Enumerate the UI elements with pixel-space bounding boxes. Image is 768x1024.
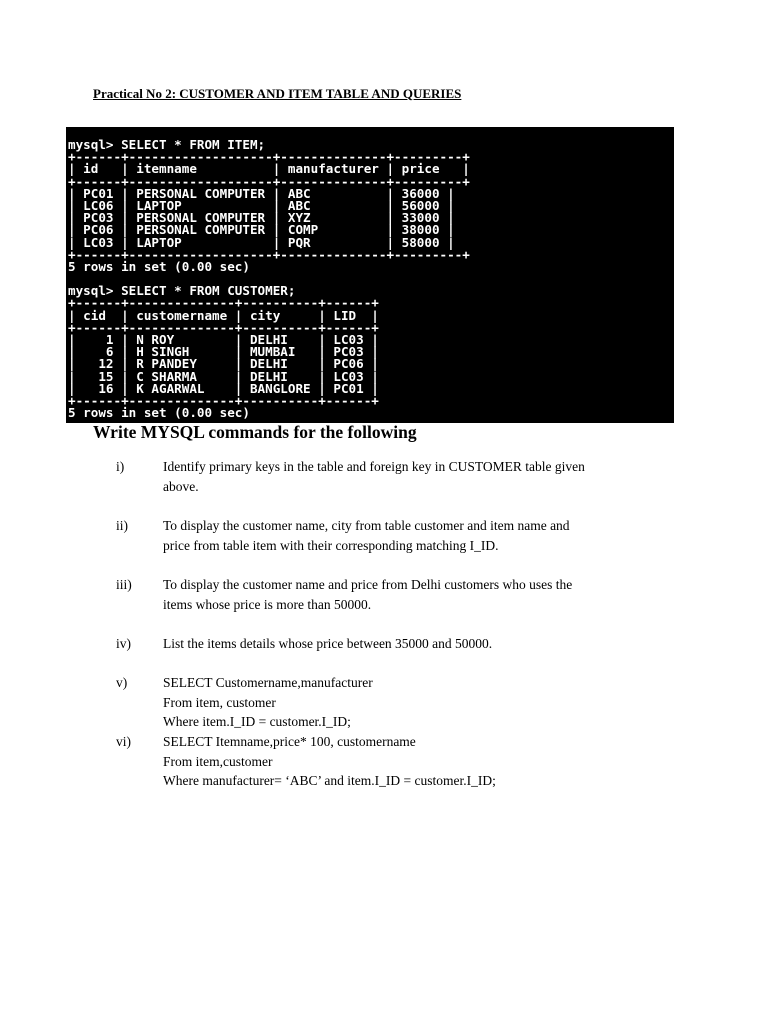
- terminal-line: +------+-------------------+--------------+---------+: [68, 246, 470, 262]
- question-text: [163, 732, 668, 791]
- question-text: [163, 575, 668, 614]
- terminal-line: | 1 | N ROY | DELHI | LC03 |: [68, 332, 379, 347]
- question-line: To display the customer name and price from Delhi customers who uses the: [163, 577, 573, 592]
- question-number: iv): [116, 636, 131, 651]
- question-line: SELECT Itemname,price* 100, customername: [163, 734, 416, 749]
- terminal-line: mysql> SELECT * FROM CUSTOMER;: [68, 283, 296, 299]
- terminal-line: | cid | customername | city | LID |: [68, 307, 379, 323]
- terminal-line: | LC06 | LAPTOP | ABC | 56000 |: [68, 197, 455, 213]
- question-number: iii): [116, 577, 132, 592]
- terminal-line: 5 rows in set (0.00 sec): [68, 405, 250, 421]
- terminal-line: | PC03 | PERSONAL COMPUTER | XYZ | 33000 |: [68, 210, 455, 226]
- terminal-output: [68, 139, 674, 419]
- terminal-line: +------+--------------+----------+------+: [68, 392, 379, 408]
- terminal-line: | id | itemname | manufacturer | price |: [68, 161, 470, 177]
- question-line: From item,customer: [163, 753, 273, 769]
- question-line: price from table item with their corresponding matching I_ID.: [163, 537, 499, 553]
- question-line: Identify primary keys in the table and foreign key in CUSTOMER table given: [163, 459, 585, 474]
- question-text: [163, 457, 668, 496]
- terminal-line: | 15 | C SHARMA | DELHI | LC03 |: [68, 368, 379, 384]
- mysql-terminal-screenshot: [66, 127, 674, 423]
- question-number: ii): [116, 518, 128, 533]
- terminal-line: | LC03 | LAPTOP | PQR | 58000 |: [68, 234, 455, 250]
- terminal-line: +------+-------------------+--------------+---------+: [68, 149, 470, 165]
- question-line: To display the customer name, city from table customer and item name and: [163, 518, 570, 533]
- question-line: above.: [163, 478, 199, 494]
- terminal-line: +------+--------------+----------+------+: [68, 295, 379, 311]
- question-line: From item, customer: [163, 694, 276, 710]
- question-line: List the items details whose price between 35000 and 50000.: [163, 636, 493, 651]
- terminal-line: | 6 | H SINGH | MUMBAI | PC03 |: [68, 344, 379, 360]
- question-text: [163, 634, 668, 654]
- question-line: Where item.I_ID = customer.I_ID;: [163, 714, 351, 729]
- section-title: Write MYSQL commands for the following: [93, 422, 417, 442]
- terminal-line: 5 rows in set (0.00 sec): [68, 258, 250, 274]
- terminal-line: | 16 | K AGARWAL | BANGLORE | PC01 |: [68, 380, 379, 396]
- question-line: Where manufacturer= ‘ABC’ and item.I_ID = customer.I_ID;: [163, 773, 496, 788]
- question-line: items whose price is more than 50000.: [163, 596, 372, 612]
- question-number: i): [116, 459, 125, 474]
- terminal-line: | PC01 | PERSONAL COMPUTER | ABC | 36000 |: [68, 185, 455, 201]
- terminal-line: +------+--------------+----------+------+: [68, 319, 379, 335]
- question-number: vi): [116, 734, 131, 749]
- page-heading: Practical No 2: CUSTOMER AND ITEM TABLE AND QUERIES: [93, 86, 462, 101]
- terminal-line: | 12 | R PANDEY | DELHI | PC06 |: [68, 356, 379, 372]
- terminal-line: mysql> SELECT * FROM ITEM;: [68, 137, 266, 152]
- terminal-line: | PC06 | PERSONAL COMPUTER | COMP | 38000 |: [68, 222, 455, 238]
- question-text: [163, 673, 668, 732]
- question-number: v): [116, 675, 128, 690]
- terminal-line: +------+-------------------+--------------+---------+: [68, 173, 470, 189]
- question-text: [163, 516, 668, 555]
- question-line: SELECT Customername,manufacturer: [163, 675, 373, 690]
